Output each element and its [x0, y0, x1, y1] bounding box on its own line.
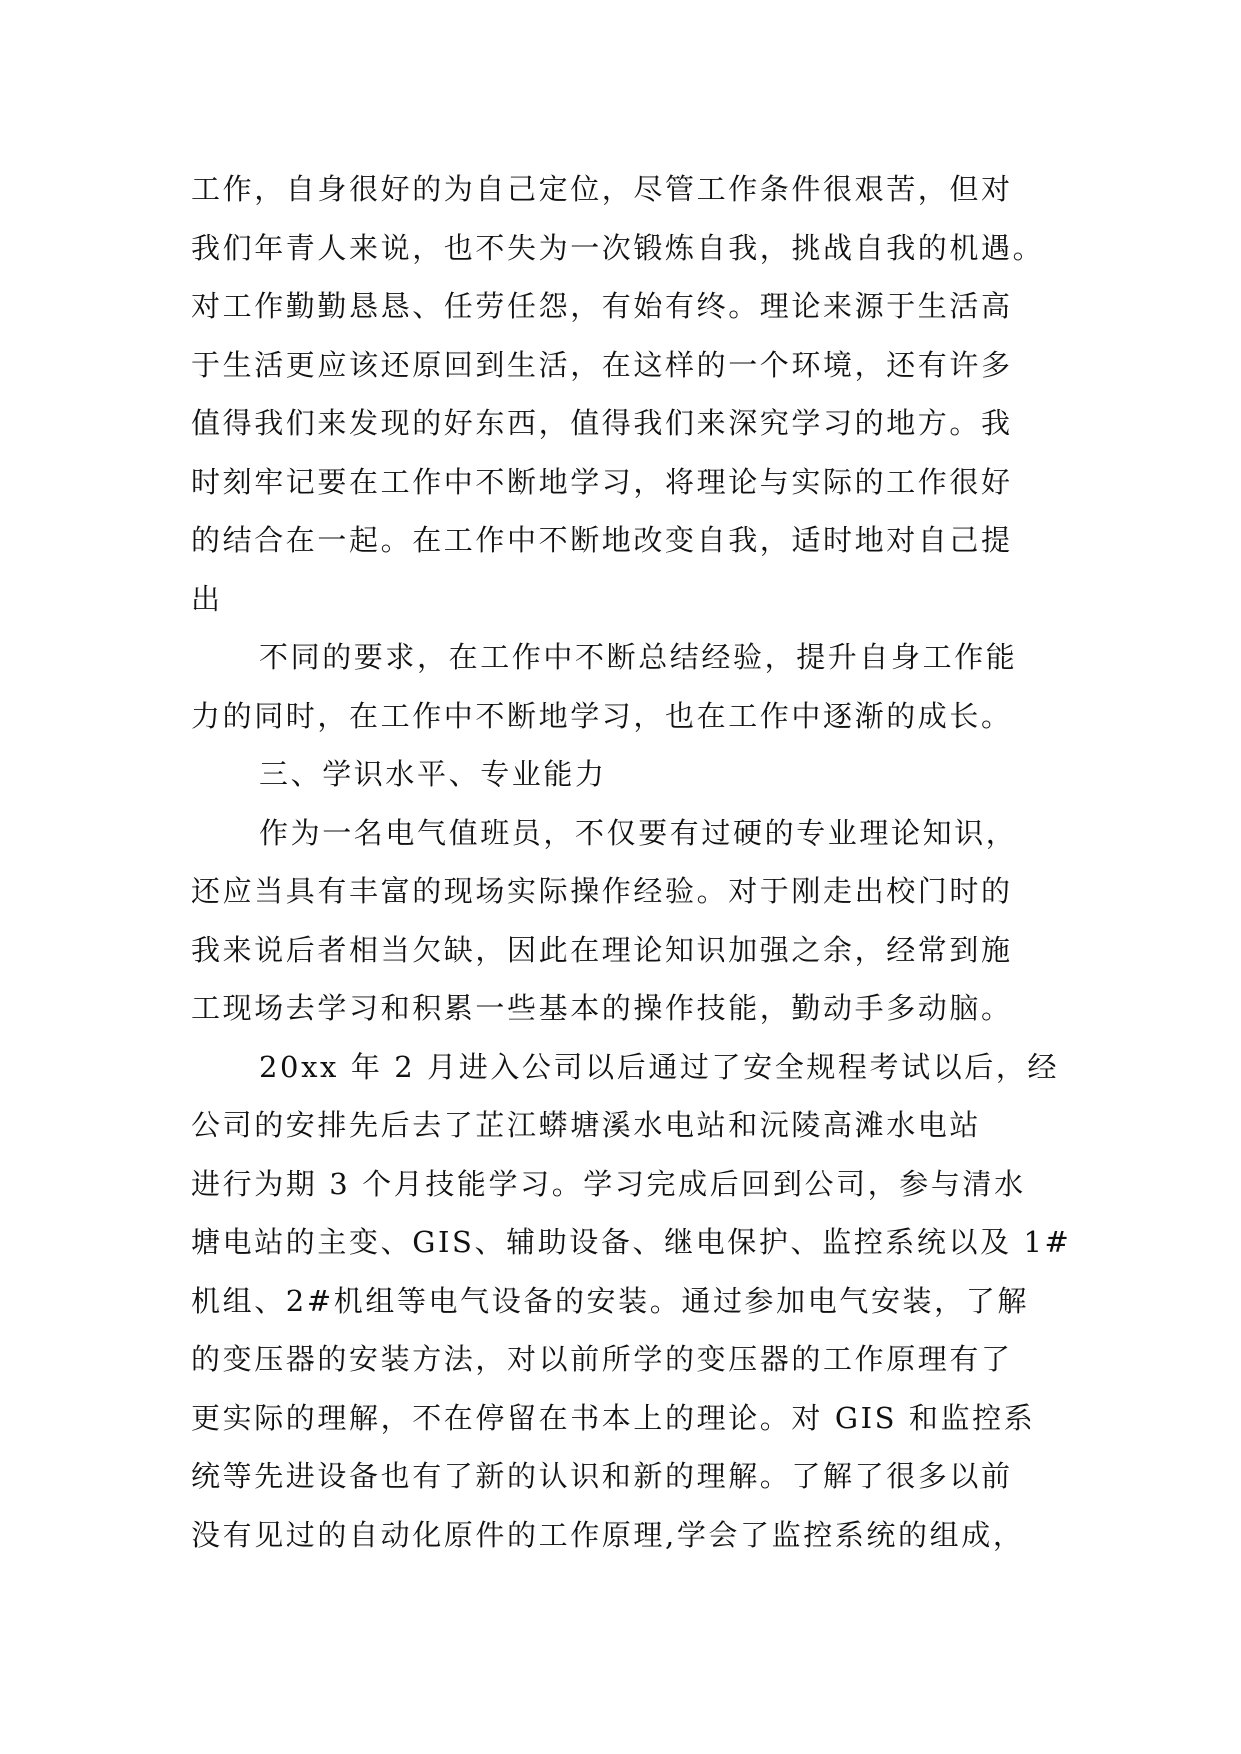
- text-line: 进行为期 3 个月技能学习。学习完成后回到公司，参与清水: [191, 1166, 1026, 1201]
- text-line: 机组、2#机组等电气设备的安装。通过参加电气安装，了解: [191, 1283, 1029, 1318]
- text-line: 时刻牢记要在工作中不断地学习，将理论与实际的工作很好: [191, 464, 1013, 499]
- text-line: 不同的要求，在工作中不断总结经验，提升自身工作能: [259, 640, 1018, 674]
- text-line: 公司的安排先后去了芷江蟒塘溪水电站和沅陵高滩水电站: [191, 1108, 982, 1142]
- paragraph-2: [191, 628, 1071, 745]
- text-line: 没有见过的自动化原件的工作原理,学会了监控系统的组成，: [191, 1517, 1025, 1552]
- text-line: 塘电站的主变、GIS、辅助设备、继电保护、监控系统以及 1#: [191, 1225, 1072, 1259]
- text-line: 20xx 年 2 月进入公司以后通过了安全规程考试以后，经: [259, 1049, 1060, 1084]
- text-line: 工现场去学习和积累一些基本的操作技能，勤动手多动脑。: [191, 991, 1013, 1025]
- text-line: 的变压器的安装方法，对以前所学的变压器的工作原理有了: [191, 1342, 1013, 1376]
- section-heading-text: 三、学识水平、专业能力: [259, 757, 607, 791]
- text-line: 我来说后者相当欠缺，因此在理论知识加强之余，经常到施: [191, 932, 1013, 967]
- text-line: 工作，自身很好的为自己定位，尽管工作条件很艰苦，但对: [191, 172, 1013, 206]
- text-line: 力的同时，在工作中不断地学习，也在工作中逐渐的成长。: [191, 698, 1013, 733]
- text-line: 更实际的理解，不在停留在书本上的理论。对 GIS 和监控系: [191, 1400, 1036, 1435]
- paragraph-3: [191, 804, 1071, 1038]
- paragraph-continued: [191, 160, 1071, 628]
- text-line: 作为一名电气值班员，不仅要有过硬的专业理论知识，: [259, 815, 1018, 850]
- paragraph-4: [191, 1038, 1071, 1565]
- text-line: 统等先进设备也有了新的认识和新的理解。了解了很多以前: [191, 1459, 1013, 1493]
- text-line: 还应当具有丰富的现场实际操作经验。对于刚走出校门时的: [191, 874, 1013, 908]
- text-line: 对工作勤勤恳恳、任劳任怨，有始有终。理论来源于生活高: [191, 289, 1013, 323]
- section-heading: [191, 745, 1071, 804]
- text-line: 值得我们来发现的好东西，值得我们来深究学习的地方。我: [191, 406, 1013, 440]
- text-line: 于生活更应该还原回到生活，在这样的一个环境，还有许多: [191, 347, 1013, 382]
- text-line: 出: [191, 581, 223, 616]
- text-line: 的结合在一起。在工作中不断地改变自我，适时地对自己提: [191, 523, 1013, 557]
- body-text: [191, 160, 1071, 1564]
- text-line: 我们年青人来说，也不失为一次锻炼自我，挑战自我的机遇。: [191, 230, 1045, 265]
